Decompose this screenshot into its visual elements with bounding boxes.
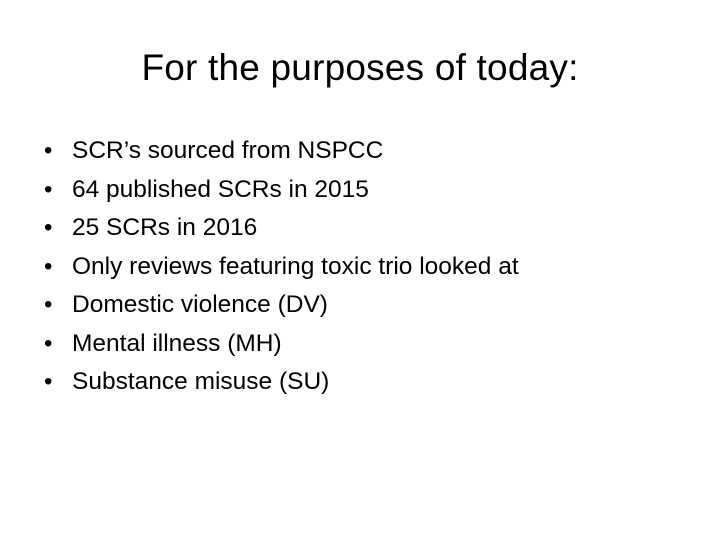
bullet-icon: • [44,291,53,318]
list-item [44,325,684,364]
bullet-icon: • [44,329,53,357]
bullet-icon: • [44,368,53,395]
bullet-icon: • [44,214,53,241]
bullet-text: Mental illness (MH) [72,329,282,357]
bullet-list [44,132,684,402]
list-item [44,209,684,248]
bullet-text: Substance misuse (SU) [72,368,330,395]
list-item [44,363,684,402]
bullet-icon: • [44,252,53,280]
bullet-text: Only reviews featuring toxic trio looked at [72,252,519,280]
bullet-icon: • [44,137,53,164]
bullet-text: 64 published SCRs in 2015 [72,175,369,203]
bullet-text: 25 SCRs in 2016 [72,214,258,241]
bullet-text: Domestic violence (DV) [72,291,328,318]
list-item [44,248,684,287]
list-item [44,171,684,210]
list-item [44,132,684,171]
slide-title: For the purposes of today: [141,47,579,88]
bullet-icon: • [44,175,53,203]
list-item [44,286,684,325]
bullet-text: SCR’s sourced from NSPCC [72,137,384,164]
